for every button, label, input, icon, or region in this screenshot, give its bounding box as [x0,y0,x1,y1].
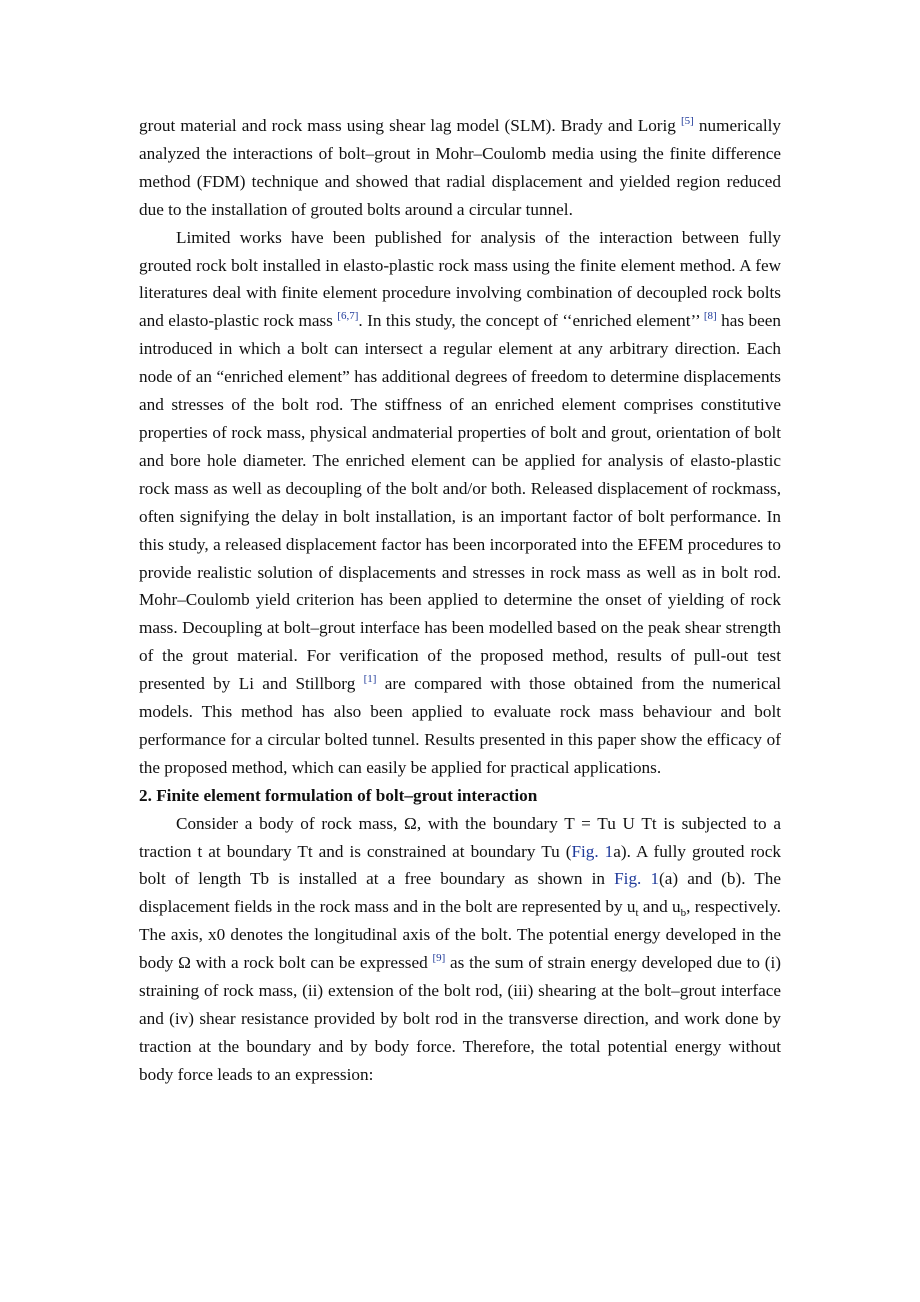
paragraph-1 [139,112,781,224]
paragraph-3-text-a: Consider a body of rock mass, Ω, with the boundary T = Tu U Tt is subjected to a traction t at boundary Tt and is constrained at boundary Tu ( [139,813,781,861]
paragraph-2 [139,224,781,782]
paragraph-1-text-a: grout material and rock mass using shear lag model (SLM). Brady and Lorig [139,116,681,135]
citation-5[interactable]: [5] [681,115,694,127]
document-page [139,112,781,1089]
paragraph-3-text-d: and u [638,897,681,917]
figure-1-link[interactable]: Fig. 1 [571,841,614,861]
citation-1[interactable]: [1] [363,673,377,686]
citation-8[interactable]: [8] [703,310,717,323]
paragraph-3-text-c: (a) and (b). The displacement fields in the rock mass and in the bolt are represented by u [139,869,782,917]
paragraph-2-text-c: has been introduced in which a bolt can intersect a regular element at any arbitrary direction. Each node of an “enriched element” has additional degrees of freedom to determine displacements and stresses of the bolt rod. The stiffness of an enriched element comprises constitutive properties of rock mass, physical andmaterial properties of bolt and grout, orientation of bolt and bore hole diameter. The enriched element can be applied for analysis of elasto-plastic rock mass as well as decoupling of the bolt and/or both. Released displacement of rockmass, often signifying the delay in bolt installation, is an important factor of bolt performance. In this study, a released displacement factor has been incorporated into the EFEM procedures to provide realistic solution of displacements and stresses in rock mass as well as in bolt rod. Mohr–Coulomb yield criterion has been applied to determine the onset of yielding of rock mass. Decoupling at bolt–grout interface has been modelled based on the peak shear strength of the grout material. For verification of the proposed method, results of pull-out test presented by Li and Stillborg [139,311,781,694]
figure-1-link-2[interactable]: Fig. 1 [614,869,660,889]
paragraph-3-text-e: , respectively. The axis, x0 denotes the longitudinal axis of the bolt. The potential energy developed in the body Ω with a rock bolt can be expressed [139,897,781,973]
paragraph-3-text-f: as the sum of strain energy developed due to (i) straining of rock mass, (ii) extension of the bolt rod, (iii) shearing at the bolt–grout interface and (iv) shear resistance provided by bolt rod in the transverse direction, and work done by traction at the boundary and by body force. Therefore, the total potential energy without body force leads to an expression: [139,953,782,1084]
citation-6-7[interactable]: [6,7] [337,310,359,323]
paragraph-1-text-b: numerically analyzed the interactions of bolt–grout in Mohr–Coulomb media using the finite difference method (FDM) technique and showed that radial displacement and yielded region reduced due to the installation of grouted bolts around a circular tunnel. [139,116,781,219]
subscript-b: b [680,907,687,920]
paragraph-2-text-b: . In this study, the concept of ‘‘enriched element’’ [358,311,704,331]
paragraph-2-text-a: Limited works have been published for analysis of the interaction between fully grouted rock bolt installed in elasto-plastic rock mass using the finite element method. A few literatures deal with finite element procedure involving combination of decoupled rock bolts and elasto-plastic rock mass [139,227,781,331]
paragraph-3-text-b: a). A fully grouted rock bolt of length Tb is installed at a free boundary as shown in [139,841,782,889]
paragraph-3 [139,810,781,1089]
subscript-t: t [635,907,639,920]
paragraph-2-text-d: are compared with those obtained from the numerical models. This method has also been applied to evaluate rock mass behaviour and bolt performance for a circular bolted tunnel. Results presented in this paper show the efficacy of the proposed method, which can easily be applied for practical applications. [139,674,781,777]
citation-9[interactable]: [9] [432,952,446,965]
section-heading: 2. Finite element formulation of bolt–grout interaction [139,785,538,805]
